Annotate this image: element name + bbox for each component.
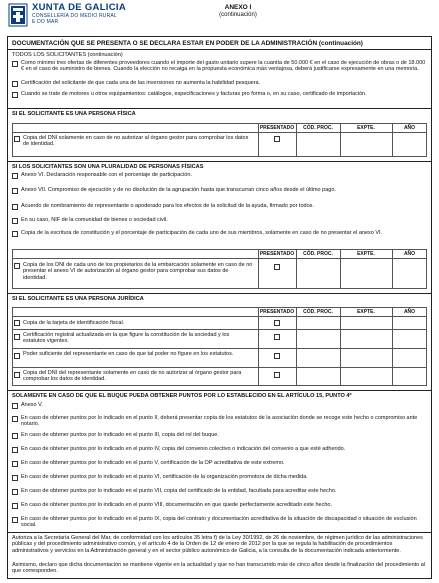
divider: [8, 49, 431, 50]
item-engines: Cuando se trate de motores u otros equipamientos: catálogos, especificaciones y facturas pro forma o, en su caso, certificado de importación.: [21, 91, 367, 97]
presentado-checkbox[interactable]: [274, 320, 280, 326]
row-line: [12, 367, 427, 368]
col-cod-proc: CÓD. PROC.: [303, 309, 333, 315]
authorization-paragraph: Autoriza a la Secretaría General del Mar, de conformidad con los artículos 35 letra f) de la Ley 30/1992, de 26 de noviembre, de régimen jurídico de las administraciones públicas y del procedimiento administrativo común, y el artículo 4 de la Orden de 12 de enero de 2012 por la que se regula la habilitación de procedimientos administrativos y servicios en la Administración general y en el sector público autonómico de Galicia, a la consulta de la documentación indicada anteriormente.: [12, 535, 423, 554]
item-point-viii: En caso de obtener puntos por lo indicado en el punto VIII, documentación en que quede perfectamente acreditado este hecho.: [21, 502, 332, 508]
col-expte: EXPTE.: [357, 309, 375, 315]
checkbox-anexo-v[interactable]: [12, 403, 18, 409]
col-sep: [340, 307, 341, 386]
annex-heading: [208, 4, 268, 19]
divider: [8, 161, 431, 162]
section-title-plurality: SI LOS SOLICITANTES SON UNA PLURALIDAD DE PERSONAS FÍSICAS: [12, 164, 204, 170]
checkbox-cif[interactable]: [14, 320, 20, 326]
checkbox-dni-owners[interactable]: [14, 263, 20, 269]
checkbox-offers[interactable]: [12, 61, 18, 67]
item-anexo-vii: Anexo VII. Compromiso de ejecución y de no disolución de la agrupación hasta que transcurran cinco años desde el último pago.: [21, 187, 336, 193]
row-line: [12, 329, 427, 330]
col-cod-proc: CÓD. PROC.: [303, 125, 333, 131]
col-presentado: PRESENTADO: [259, 125, 295, 131]
xunta-logo-icon: [8, 3, 28, 27]
item-point-ix: En caso de obtener puntos por lo indicado en el punto IX, copia del contrato y documentación acreditativa de la situación de discapacidad o situación de exclusión social.: [21, 516, 417, 529]
declaration-paragraph: Asimismo, declaro que dicha documentación se mantiene vigente en la actualidad y que no han transcurrido más de cinco años desde la finalización del procedimiento al que corresponden.: [12, 562, 426, 575]
row-poder: Poder suficiente del representante en caso de que tal poder no figure en los estatutos.: [23, 351, 234, 357]
org-title: XUNTA DE GALICIA: [32, 2, 126, 13]
item-nif: En su caso, NIF de la comunidad de bienes o sociedad civil.: [21, 217, 168, 223]
checkbox-engines[interactable]: [12, 92, 18, 98]
item-anexo-v: Anexo V.: [21, 402, 43, 408]
col-cod-proc: CÓD. PROC.: [303, 251, 333, 257]
checkbox-point-ii[interactable]: [12, 416, 18, 422]
section-title-legal: SI EL SOLICITANTE ES UNA PERSONA JURÍDICA: [12, 296, 144, 302]
col-ano: AÑO: [403, 251, 416, 257]
row-registral: Certificación registral actualizada en la que figure la constitución de la sociedad y los estatutos vigentes.: [23, 332, 230, 345]
item-point-iv: En caso de obtener puntos por lo indicado en el punto IV, copia del convenio colectivo o indicación del convenio a que esté adherido.: [21, 446, 346, 452]
col-presentado: PRESENTADO: [259, 251, 295, 257]
item-point-iii: En caso de obtener puntos por lo indicado en el punto III, copia del rol del buque.: [21, 432, 219, 438]
checkbox-poder[interactable]: [14, 353, 20, 359]
item-escritura: Copia de la escritura de constitución y el porcentaje de participación de cada uno de sus miembros, solamente en caso de no presentar el anexo VI.: [21, 230, 383, 236]
doc-title: DOCUMENTACIÓN QUE SE PRESENTA O SE DECLARA ESTAR EN PODER DE LA ADMINISTRACIÓN (continuación): [12, 40, 363, 47]
checkbox-point-viii[interactable]: [12, 503, 18, 509]
row-line: [12, 348, 427, 349]
divider: [8, 532, 431, 533]
item-point-vii: En caso de obtener puntos por lo indicado en el punto VII, copia del certificado de la entidad, facultada para acreditar este hecho.: [21, 488, 337, 494]
col-expte: EXPTE.: [357, 125, 375, 131]
presentado-checkbox[interactable]: [274, 372, 280, 378]
item-offers: Como mínimo tres ofertas de diferentes proveedores cuando el importe del gasto unitario supere la cuantía de 50.000 € en el caso de ejecución de obras o de 18.000 € en el caso de suministro de bienes. Cuando la elección no recaiga en la propuesta económica más ventajosa, deberá justificarse expresamente en una memoria.: [21, 60, 426, 73]
item-anexo-vi: Anexo VI. Declaración responsable con el porcentaje de participación.: [21, 172, 192, 178]
checkbox-point-vii[interactable]: [12, 489, 18, 495]
checkbox-anexo-vii[interactable]: [12, 188, 18, 194]
row-dni-physical: Copia del DNI solamente en caso de no autorizar al órgano gestor para comprobar los datos de identidad.: [23, 135, 249, 148]
presentado-checkbox[interactable]: [274, 264, 280, 270]
col-ano: AÑO: [403, 309, 416, 315]
item-point-vi: En caso de obtener puntos por lo indicado en el punto VI, certificación de la organización promotora de dicha medida.: [21, 474, 308, 480]
checkbox-point-iii[interactable]: [12, 433, 18, 439]
col-sep: [392, 307, 393, 386]
item-point-ii: En caso de obtener puntos por lo indicado en el punto II, deberá presentar copia de los estatutos de la asociación donde se recoge este hecho o compromiso ante notario.: [21, 415, 418, 428]
table-header-line: [12, 316, 427, 317]
checkbox-dni-physical[interactable]: [14, 136, 20, 142]
annex-title: ANEXO I: [224, 4, 252, 11]
checkbox-anexo-vi[interactable]: [12, 173, 18, 179]
org-line-1: CONSELLERÍA DO MEDIO RURAL: [32, 13, 117, 19]
divider: [8, 390, 431, 391]
checkbox-point-ix[interactable]: [12, 517, 18, 523]
table-header-line: [12, 258, 427, 259]
divider: [8, 293, 431, 294]
divider: [8, 108, 431, 109]
checkbox-acuerdo[interactable]: [12, 204, 18, 210]
checkbox-point-vi[interactable]: [12, 475, 18, 481]
presentado-checkbox[interactable]: [274, 334, 280, 340]
col-ano: AÑO: [403, 125, 416, 131]
presentado-checkbox[interactable]: [274, 136, 280, 142]
row-cif: Copia de la tarjeta de identificación fiscal.: [23, 320, 125, 326]
col-sep: [258, 307, 259, 386]
organization-block: [32, 3, 126, 25]
presentado-checkbox[interactable]: [274, 353, 280, 359]
col-presentado: PRESENTADO: [259, 309, 295, 315]
section-title-physical: SI EL SOLICITANTE ES UNA PERSONA FÍSICA: [12, 111, 136, 117]
item-certification-fishing: Certificación del solicitante de que cada una de las inversiones no aumenta la habilidad pesquera.: [21, 80, 261, 86]
col-expte: EXPTE.: [357, 251, 375, 257]
table-header-line: [12, 132, 427, 133]
checkbox-registral[interactable]: [14, 334, 20, 340]
checkbox-dni-representative[interactable]: [14, 372, 20, 378]
form-frame: [7, 36, 432, 579]
checkbox-nif[interactable]: [12, 218, 18, 224]
section-title-all: TODOS LOS SOLICITANTES (continuación): [12, 52, 123, 58]
org-line-2: E DO MAR: [32, 19, 59, 25]
checkbox-escritura[interactable]: [12, 231, 18, 237]
item-acuerdo: Acuerdo de nombramiento de representante o apoderado para los efectos de la solicitud de la ayuda, firmado por todos.: [21, 203, 314, 209]
checkbox-certification-fishing[interactable]: [12, 81, 18, 87]
section-title-points: SOLAMENTE EN CASO DE QUE EL BUQUE PUEDA OBTENER PUNTOS POR LO ESTABLECIDO EN EL ARTÍCULO 15, PUNTO 4º: [12, 393, 352, 399]
row-dni-owners: Copia de los DNI de cada uno de los propietarios de la embarcación solamente en caso de no presentar el anexo VI de autorización al órgano gestor para comprobar sus datos de identidad.: [23, 262, 253, 281]
annex-subtitle: (continuación): [219, 11, 257, 18]
checkbox-point-v[interactable]: [12, 461, 18, 467]
checkbox-point-iv[interactable]: [12, 447, 18, 453]
page-header: [8, 3, 432, 33]
item-point-v: En caso de obtener puntos por lo indicado en el punto V, certificación de la OP acreditativa de este extremo.: [21, 460, 285, 466]
col-sep: [296, 307, 297, 386]
row-dni-representative: Copia del DNI del representante solamente en caso de no autorizar al órgano gestor para comprobar los datos de identidad.: [23, 370, 242, 383]
